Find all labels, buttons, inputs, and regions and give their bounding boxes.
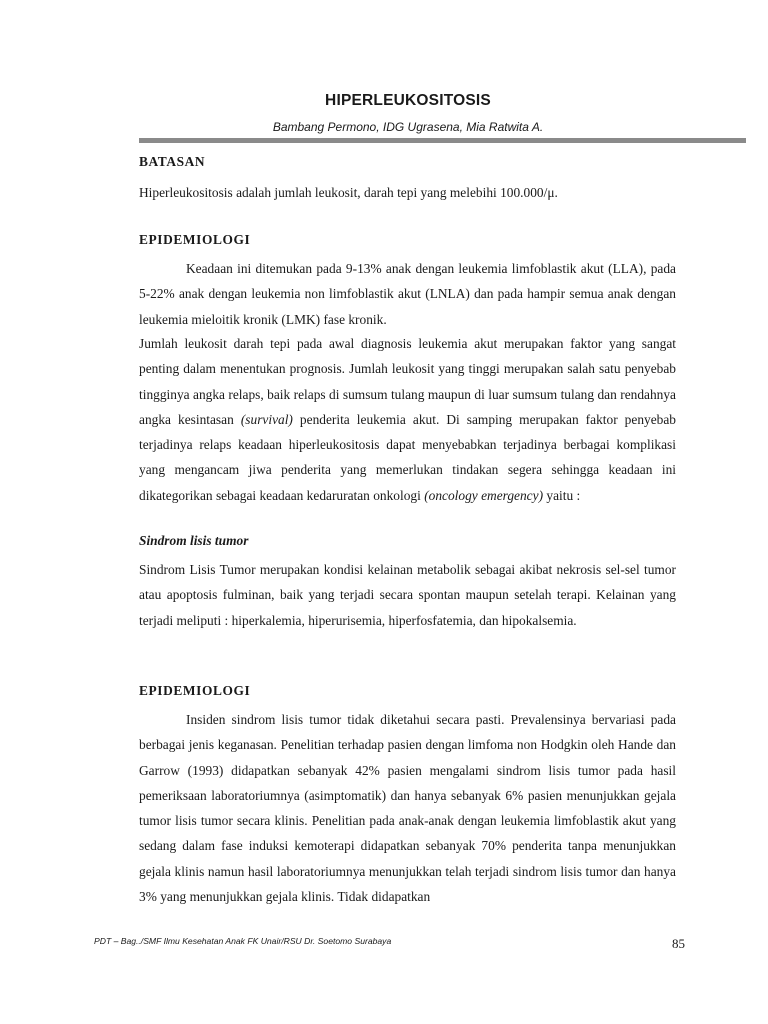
epidemiologi-paragraph-2 bbox=[139, 331, 676, 508]
batasan-text: Hiperleukositosis adalah jumlah leukosit, darah tepi yang melebihi 100.000/μ. bbox=[139, 185, 558, 200]
paragraph-2-text-c: yaitu : bbox=[543, 487, 581, 503]
title-divider bbox=[139, 138, 746, 143]
page-footer: PDT – Bag../SMF Ilmu Kesehatan Anak FK Unair/RSU Dr. Soetomo Surabaya bbox=[94, 936, 392, 946]
document-authors: Bambang Permono, IDG Ugrasena, Mia Ratwita A. bbox=[272, 120, 544, 134]
paragraph-2-text-b: penderita leukemia akut. Di samping merupakan faktor penyebab terjadinya relaps keadaan hiperleukositosis dapat menyebabkan terjadinya berbagai komplikasi yang mengancam jiwa penderita yang memerlukan tindakan segera sehingga keadaan ini dikategorikan sebagai keadaan kedaruratan onkologi bbox=[139, 411, 676, 503]
epidemiologi-2-paragraph: Insiden sindrom lisis tumor tidak diketahui secara pasti. Prevalensinya bervariasi pada berbagai jenis keganasan. Penelitian terhadap pasien dengan limfoma non Hodgkin oleh Hande dan Garrow (1993) didapatkan sebanyak 42% pasien mengalami sindrom lisis tumor pada hasil pemeriksaan laboratoriumnya (asimptomatik) dan hanya sebanyak 6% pasien menunjukkan gejala tumor lisis tumor secara klinis. Penelitian pada anak-anak dengan leukemia limfoblastik akut yang sedang dalam fase induksi kemoterapi didapatkan sebanyak 70% penderita tanpa menunjukkan gejala klinis namun hasil laboratoriumnya menunjukkan telah terjadi sindrom lisis tumor dan hanya 3% yang menunjukkan gejala klinis. Tidak didapatkan bbox=[139, 712, 676, 905]
subheading-sindrom-lisis-tumor: Sindrom lisis tumor bbox=[139, 533, 249, 548]
paragraph-2-text-a: Jumlah leukosit darah tepi pada awal diagnosis leukemia akut merupakan faktor yang sangat penting dalam menentukan prognosis. Jumlah leukosit yang tinggi merupakan salah satu penyebab tingginya angka relaps, baik relaps di sumsum tulang maupun di luar sumsum tulang dan rendahnya angka kesintasan bbox=[139, 336, 676, 427]
sindrom-lisis-paragraph: Sindrom Lisis Tumor merupakan kondisi kelainan metabolik sebagai akibat nekrosis sel-sel tumor atau apoptosis fulminan, baik yang terjadi secara spontan maupun setelah terapi. Kelainan yang terjadi meliputi : hiperkalemia, hiperurisemia, hiperfosfatemia, dan hipokalsemia. bbox=[139, 562, 676, 628]
document-title: HIPERLEUKOSITOSIS bbox=[325, 92, 491, 109]
survival-term: (survival) bbox=[240, 411, 293, 427]
section-heading-epidemiologi-2: EPIDEMIOLOGI bbox=[139, 683, 251, 698]
section-heading-batasan: BATASAN bbox=[139, 154, 206, 169]
oncology-emergency-term: (oncology emergency) bbox=[424, 487, 544, 503]
page-number: 85 bbox=[672, 936, 685, 951]
section-heading-epidemiologi-1: EPIDEMIOLOGI bbox=[139, 232, 251, 247]
epidemiologi-paragraph-1: Keadaan ini ditemukan pada 9-13% anak dengan leukemia limfoblastik akut (LLA), pada 5-22% anak dengan leukemia non limfoblastik akut (LNLA) dan pada hampir semua anak dengan leukemia mieloitik kronik (LMK) fase kronik. bbox=[139, 261, 676, 327]
